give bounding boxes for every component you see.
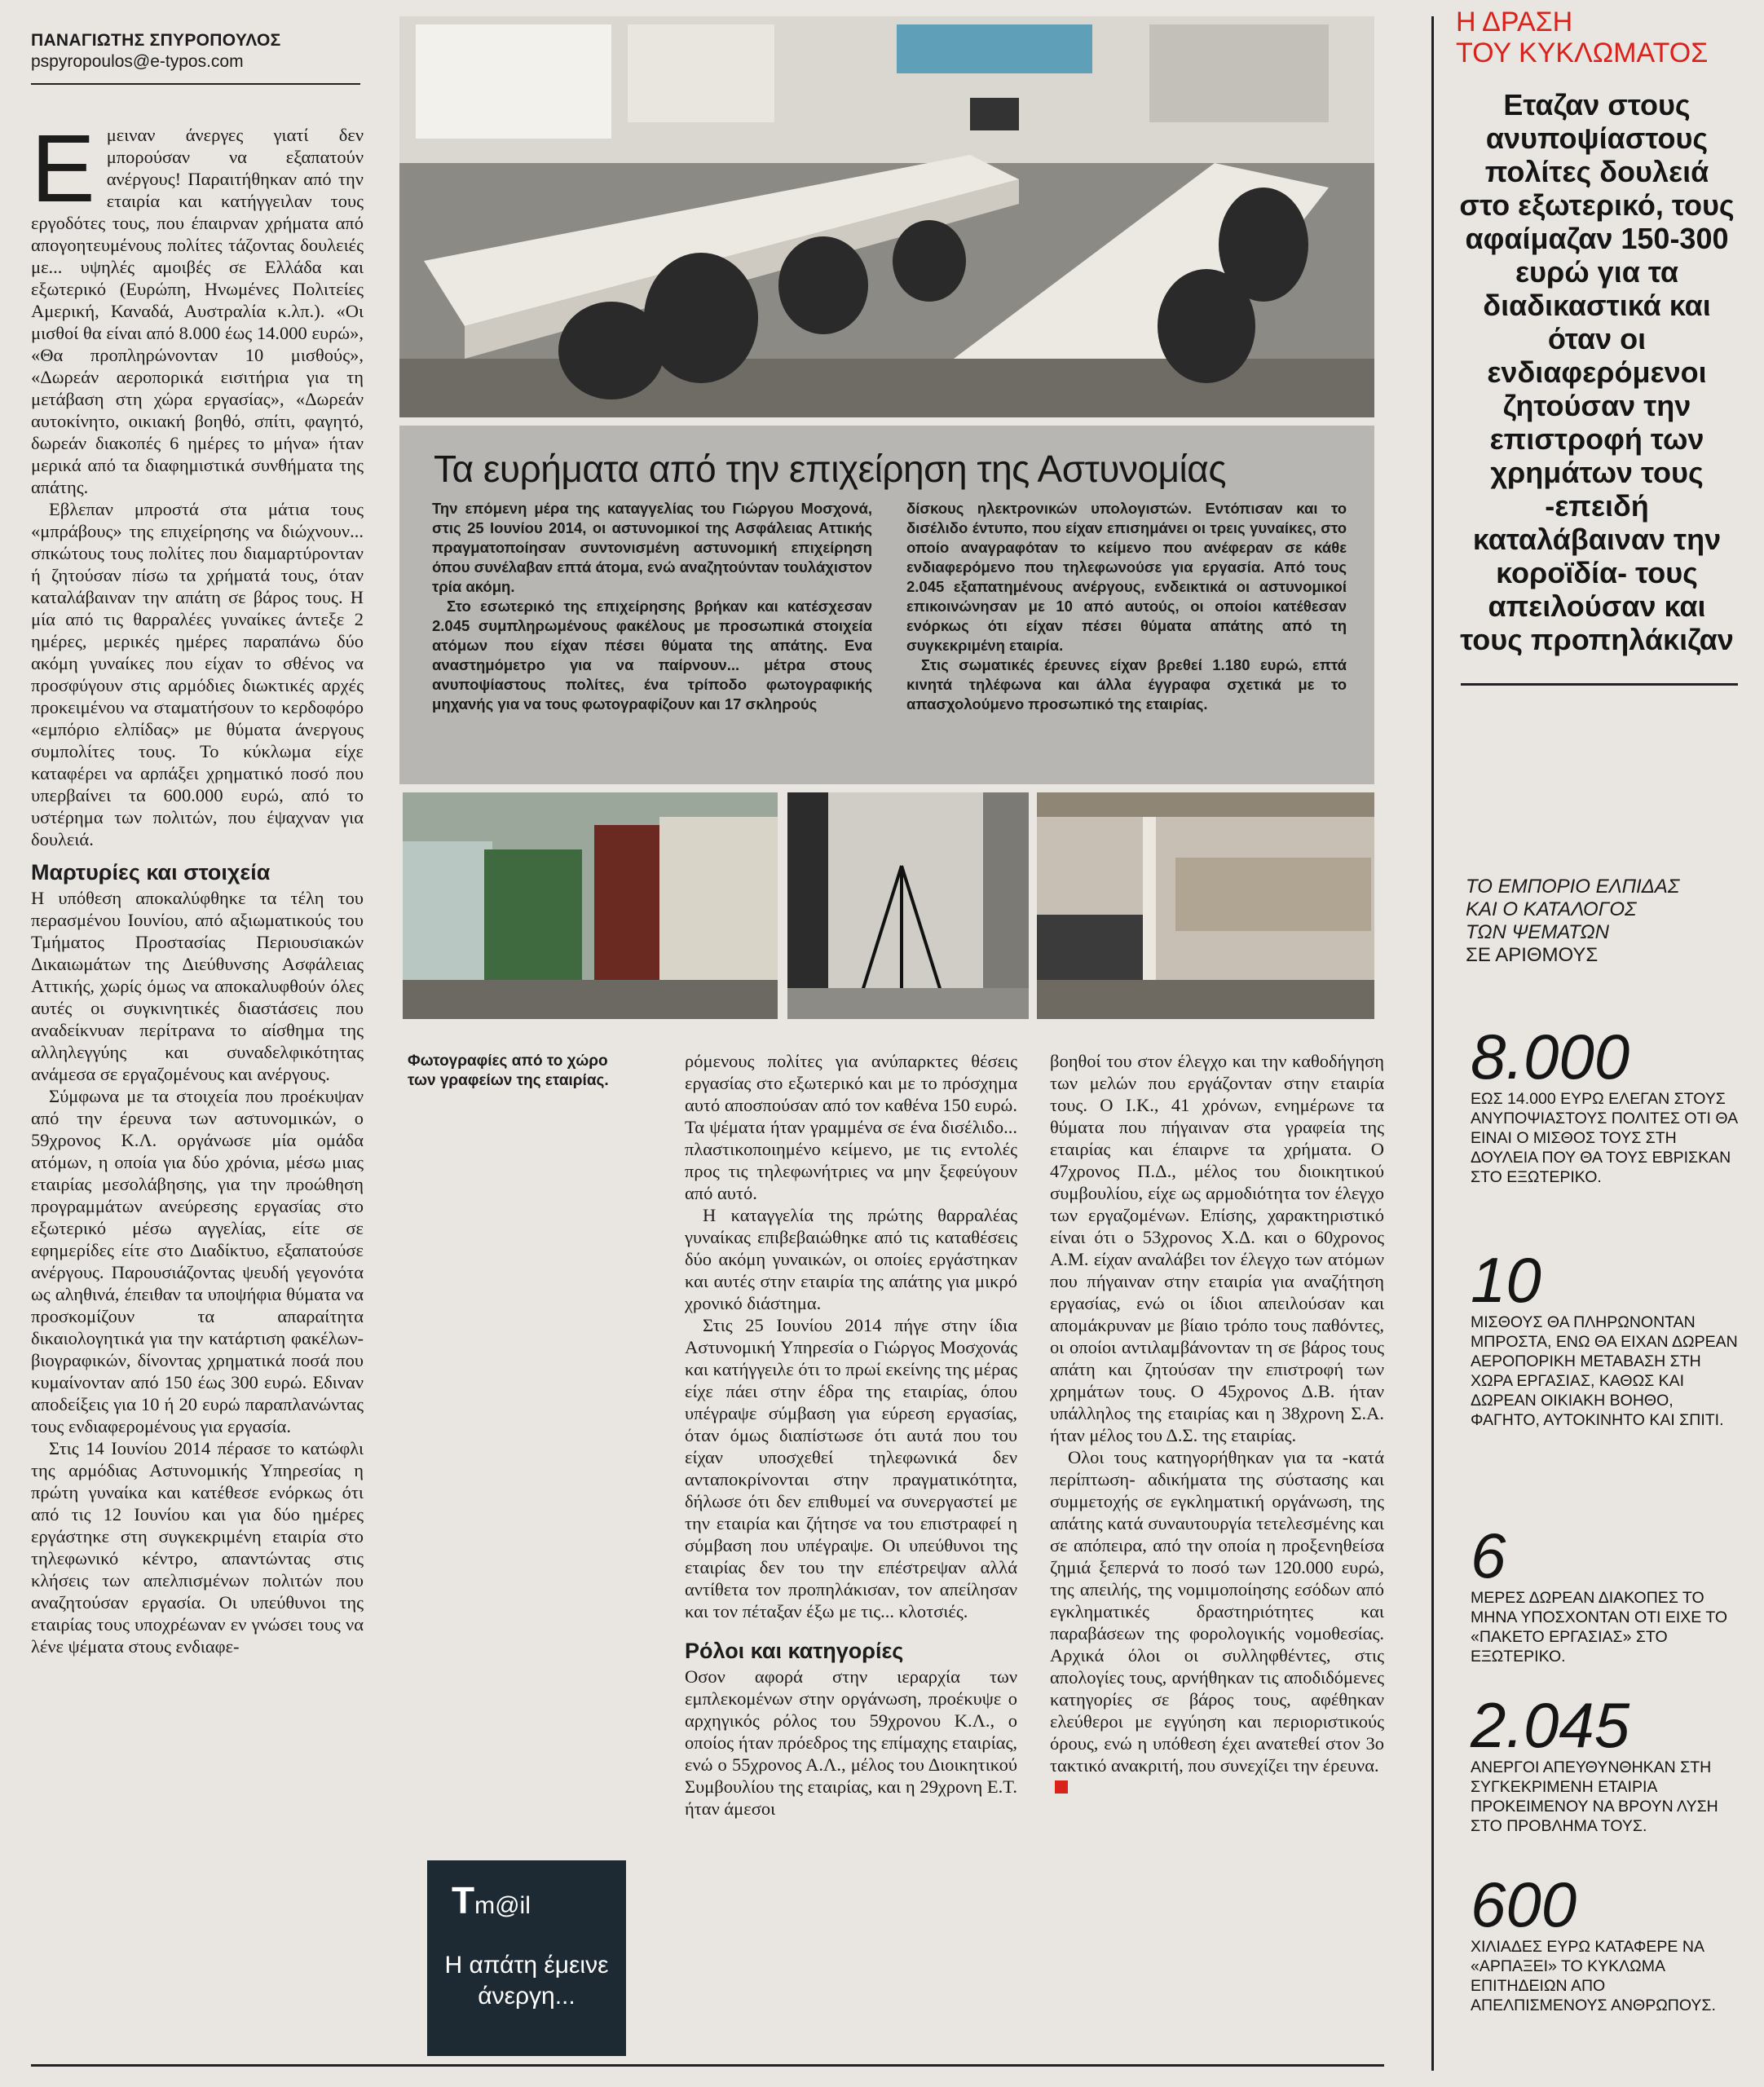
tmail-text: Η απάτη έμεινε άνεργη... <box>444 1952 609 2010</box>
sidebar-heading <box>1456 7 1741 68</box>
photo-caption: Φωτογραφίες από το χώρο των γραφείων της εταιρίας. <box>408 1052 609 1089</box>
numbers-heading-line: ΤΩΝ ΨΕΜΑΤΩΝ <box>1466 921 1609 943</box>
tmail-logo <box>452 1878 531 1922</box>
tmail-logo-letter: T <box>452 1879 475 1922</box>
article-column-1 <box>31 124 364 2032</box>
sidebar <box>1456 0 1741 2087</box>
sidebar-quote: Εταζαν στους ανυποψίαστους πολίτες δουλειά στο εξωτερικό, τους αφαίμαζαν 150-300 ευρώ για τα διαδικαστικά και όταν οι ενδιαφερόμενοι ζητούσαν την επιστροφή των χρημάτων τους -επειδή καταλάβαιναν την κοροϊδία- τους απειλούσαν και τους προπηλάκιζαν <box>1459 88 1735 656</box>
byline <box>31 31 360 85</box>
paragraph: Ολοι τους κατηγορήθηκαν για τα -κατά περίπτωση- αδικήματα της σύστασης και συμμετοχής σε εγκληματική οργάνωση, της απάτης κατά συναυτουργία τετελεσμένης και σε απόπειρα, από την οποία η προξενηθείσα ζημιά ξεπερνά το ποσό των 120.000 ευρώ, της απειλής, της νομιμοποίησης εσόδων από εγκληματικές δραστηριότητες και παραβάσεων της φορολογικής νομοθεσίας. Αρχικά όλοι οι συλληφθέντες, στις απολογίες τους, αρνήθηκαν τις αποδιδόμενες κατηγορίες σε βάρος τους, αφέθηκαν ελεύθεροι με εγγύηση και περιοριστικούς όρους, ενώ η υπόθεση έχει ανατεθεί στον 3ο τακτικό ανακριτή, που συνεχίζει την έρευνα. <box>1050 1447 1384 1776</box>
findings-box <box>399 426 1374 784</box>
office-photo-main <box>399 16 1374 417</box>
paragraph: Εβλεπαν μπροστά στα μάτια τους «μπράβους» της επιχείρησης να διώχνουν... σπκώτους τους πολίτες που διαμαρτύρονταν ή ζητούσαν πίσω τα χρήματά τους, όταν καταλάβαιναν την απάτη σε βάρος τους. Η μία από τις θαρραλέες γυναίκες άντεξε 2 ημέρες, μερικές ημέρες παραπάνω δύο ακόμη γυναίκες που είχαν το σθένος να προσφύγουν στις αρμόδιες διωκτικές αρχές προκειμένου να σταματήσουν το κερδοφόρο «εμπόριο ελπίδας» με θύματα άνεργους συμπολίτες τους. Το κύκλωμα είχε καταφέρει να αρπάξει χρηματικό ποσό που υπερβαίνει τα 600.000 ευρώ, από το υστέρημα των πολιτών, που έψαχναν για δουλειά. <box>31 499 364 849</box>
paragraph: Στις 14 Ιουνίου 2014 πέρασε το κατώφλι της αρμόδιας Αστυνομικής Υπηρεσίας η πρώτη γυναίκα και κατέθεσε ενόρκως ότι από τις 12 Ιουνίου και για δύο ημέρες εργάστηκε στη συγκεκριμένη εταιρία στο τηλεφωνικό κέντρο, απαντώντας στις κλήσεις των απελπισμένων πολιτών που αναζητούσαν εργασία. Οι υπεύθυνοι της εταιρίας τους υποχρέωναν εν γνώσει τους να λένε ψέματα στους ενδιαφε- <box>31 1438 364 1657</box>
office-interior-image <box>399 16 1374 417</box>
article-column-3 <box>1050 1050 1384 2045</box>
entrance-image <box>403 792 778 1019</box>
stat-text: ΜΙΣΘΟΥΣ ΘΑ ΠΛΗΡΩΝΟΝΤΑΝ ΜΠΡΟΣΤΑ, ΕΝΩ ΘΑ ΕΙΧΑΝ ΔΩΡΕΑΝ ΑΕΡΟΠΟΡΙΚΗ ΜΕΤΑΒΑΣΗ ΣΤΗ ΧΩΡΑ ΕΡΓΑΣΙΑΣ, ΚΑΘΩΣ ΚΑΙ ΔΩΡΕΑΝ ΟΙΚΙΑΚΗ ΒΟΗΘΟ, ΦΑΓΗΤΟ, ΑΥΤΟΚΙΝΗΤΟ ΚΑΙ ΣΠΙΤΙ. <box>1471 1313 1738 1429</box>
paragraph: ρόμενους πολίτες για ανύπαρκτες θέσεις εργασίας στο εξωτερικό και με το πρόσχημα αυτό αποσπούσαν από τον καθένα 150 ευρώ. Τα ψέματα ήταν γραμμένα σε ένα δισέλιδο... πλαστικοποιημένο κείμενο, με τις εντολές προς τις τηλεφωνήτριες να μην ξεφεύγουν από αυτό. <box>685 1051 1017 1203</box>
author-email: pspyropoulos@e-typos.com <box>31 52 244 71</box>
findings-paragraph: Στο εσωτερικό της επιχείρησης βρήκαν και κατέσχεσαν 2.045 συμπληρωμένους φακέλους με προσωπικά στοιχεία ατόμων που είχαν πέσει θύματα της απάτης. Ενα αναστημόμετρο για να παίρνουν... μέτρα στους ανυποψίαστους πολίτες, ένα τρίποδο φωτογραφικής μηχανής για να τους φωτογραφίζουν και 17 σκληρούς <box>432 598 872 713</box>
findings-paragraph: Στις σωματικές έρευνες είχαν βρεθεί 1.180 ευρώ, επτά κινητά τηλέφωνα και άλλα έγγραφα σχετικά με το απασχολούμενο προσωπικό της εταιρίας. <box>906 656 1347 713</box>
stat-number: 10 <box>1471 1244 1541 1316</box>
paragraph: Σύμφωνα με τα στοιχεία που προέκυψαν από την έρευνα των αστυνομικών, ο 59χρονος Κ.Λ. οργάνωσε μία ομάδα ατόμων, η οποία για δύο χρόνια, μέσω μιας εταιρίας μεσολάβησης, για την προώθηση προγραμμάτων ανεύρεσης εργασίας στο εξωτερικό μέσω αγγελίας, είτε σε εφημερίδες είτε στο Διαδίκτυο, εξαπατούσε ανέργους. Παρουσιάζοντας ψευδή γεγονότα ως αληθινά, έπειθαν τα υποψήφια θύματα να προσκομίζουν τα απαραίτητα δικαιολογητικά για την κατάρτιση φακέλων-βιογραφικών, δίνοντας χρηματικά ποσά που κυμαίνονταν από 150 έως 300 ευρώ. Εδιναν αποδείξεις για 10 ή 20 ευρώ παραπλανώντας τους ενδιαφερομένους για εργασία. <box>31 1086 364 1436</box>
end-mark <box>1055 1780 1068 1794</box>
room-image <box>1037 792 1374 1019</box>
numbers-heading-line: ΚΑΙ Ο ΚΑΤΑΛΟΓΟΣ <box>1466 898 1637 920</box>
sidebar-heading-line: Η ΔΡΑΣΗ <box>1456 7 1573 38</box>
tmail-logo-suffix: m@il <box>474 1892 531 1919</box>
paragraph: Οσον αφορά στην ιεραρχία των εμπλεκομένων στην οργάνωση, προέκυψε ο αρχηγικός ρόλος του 59χρονου Κ.Λ., ο οποίος ήταν πρόεδρος της επίμαχης εταιρίας, ενώ ο 55χρονος Α.Λ., μέλος του Διοικητικού Συμβουλίου της εταιρίας, και η 29χρονη Ε.Τ. ήταν άμεσοι <box>685 1666 1017 1819</box>
drop-cap: Ε <box>31 124 95 223</box>
tripod-image <box>787 792 1029 1019</box>
numbers-heading <box>1466 876 1735 967</box>
author-name: ΠΑΝΑΓΙΩΤΗΣ ΣΠΥΡΟΠΟΥΛΟΣ <box>31 31 281 50</box>
numbers-heading-line: ΤΟ ΕΜΠΟΡΙΟ ΕΛΠΙΔΑΣ <box>1466 876 1680 898</box>
sidebar-heading-line: ΤΟΥ ΚΥΚΛΩΜΑΤΟΣ <box>1456 38 1709 68</box>
stat-number: 8.000 <box>1471 1021 1630 1092</box>
paragraph: βοηθοί του στον έλεγχο και την καθοδήγηση των μελών που εργάζονταν στην εταιρία τους. Ο Ι.Κ., 41 χρόνων, ενημέρωνε τα θύματα που πήγαιναν στα γραφεία της εταιρίας και έπαιρνε τα χρήματα. Ο 47χρονος Π.Δ., μέλος του διοικητικού συμβουλίου, είχε ως αρμοδιότητα τον έλεγχο των εργαζομένων. Επίσης, χαρακτηριστικό είναι ότι ο 53χρονος Χ.Δ. και ο 60χρονος Α.Μ. είχαν αναλάβει τον έλεγχο των ατόμων που πήγαιναν στην εταιρία για αναζήτηση εργασίας, ενώ οι ίδιοι απειλούσαν και απομάκρυναν με βίαιο τρόπο τους παθόντες, οι οποίοι αντιλαμβάνονταν τη σε βάρος τους απάτη και ζητούσαν την επιστροφή των χρημάτων τους. Ο 45χρονος Δ.Β. ήταν υπάλληλος της εταιρίας και η 38χρονη Σ.Α. ήταν μέλος του Δ.Σ. της εταιρίας. <box>1050 1051 1384 1445</box>
article-column-2 <box>685 1050 1017 2045</box>
stat-item <box>1471 1689 1740 1836</box>
stat-text: ΑΝΕΡΓΟΙ ΑΠΕΥΘΥΝΘΗΚΑΝ ΣΤΗ ΣΥΓΚΕΚΡΙΜΕΝΗ ΕΤΑΙΡΙΑ ΠΡΟΚΕΙΜΕΝΟΥ ΝΑ ΒΡΟΥΝ ΛΥΣΗ ΣΤΟ ΠΡΟΒΛΗΜΑ ΤΟΥΣ. <box>1471 1758 1718 1835</box>
subhead-testimonies: Μαρτυρίες και στοιχεία <box>31 860 271 885</box>
paragraph: μειναν άνεργες γιατί δεν μπορούσαν να εξαπατούν ανέργους! Παραιτήθηκαν από την εταιρία και κατήγγειλαν τους εργοδότες τους, που έπαιρναν χρήματα από απογοητευμένους πολίτες τάζοντας δουλειές με... υψηλές αμοιβές σε Ελλάδα και εξωτερικό (Ευρώπη, Ηνωμένες Πολιτείες Αμερική, Καναδά, Αυστραλία κ.λπ.). «Οι μισθοί θα είναι από 8.000 έως 14.000 ευρώ», «Θα προπληρώνονταν 10 μισθούς», «Δωρεάν αεροπορικά εισιτήρια για τη μετάβαση στη χώρα εργασίας», «Δωρεάν αυτοκίνητο, οικιακή βοηθό, σπίτι, φαγητό, δωρεάν διακοπές 6 ημέρες το μήνα» ήταν μερικά από τα διαφημιστικά συνθήματα της απάτης. <box>31 125 364 497</box>
column-divider <box>1431 16 1434 2071</box>
office-photo-entrance <box>403 792 778 1019</box>
findings-paragraph: δίσκους ηλεκτρονικών υπολογιστών. Εντόπισαν και το δισέλιδο έντυπο, που είχαν επισημάνει οι τρεις γυναίκες, στο οποίο αναγραφόταν το κείμενο που ανέφεραν σε κάθε ενδιαφερόμενο που τηλεφωνούσε για εργασία. Από τους 2.045 εξαπατημένους ανέργους, ενδεικτικά οι αστυνομικοί επικοινώνησαν με 10 από αυτούς, οι οποίοι κατέθεσαν ενόρκως ότι είχαν πέσει θύματα απάτης από τη συγκεκριμένη εταιρία. <box>906 500 1347 654</box>
stat-text: ΧΙΛΙΑΔΕΣ ΕΥΡΩ ΚΑΤΑΦΕΡΕ ΝΑ «ΑΡΠΑΞΕΙ» ΤΟ ΚΥΚΛΩΜΑ ΕΠΙΤΗΔΕΙΩΝ ΑΠΟ ΑΠΕΛΠΙΣΜΕΝΟΥΣ ΑΝΘΡΩΠΟΥΣ. <box>1471 1938 1716 2014</box>
stat-item <box>1471 1244 1740 1430</box>
office-photo-room <box>1037 792 1374 1019</box>
findings-title: Τα ευρήματα από την επιχείρηση της Αστυνομίας <box>434 448 1227 490</box>
stat-item <box>1471 1021 1740 1187</box>
findings-column-1 <box>432 499 872 776</box>
tmail-box <box>427 1860 626 2056</box>
paragraph: Στις 25 Ιουνίου 2014 πήγε στην ίδια Αστυνομική Υπηρεσία ο Γιώργος Μοσχονάς και κατήγγειλε ότι το πρωί εκείνης της μέρας είχε πάει στην έδρα της εταιρίας, όπου υπέγραψε σύμβαση για εύρεση εργασίας, όταν όμως διαπίστωσε ότι αυτά που του είχαν υποσχεθεί τηλεφωνικά δεν ανταποκρίνονται στην πραγματικότητα, δήλωσε ότι δεν επιθυμεί να συνεργαστεί με την εταιρία και ζήτησε να του επιστραφεί η σύμβαση που υπέγραψε. Οι υπεύθυνοι της εταιρίας δεν του την επέστρεψαν αλλά αντίθετα τον προπηλάκισαν, τον απείλησαν και τον πέταξαν έξω με τις... κλοτσιές. <box>685 1315 1017 1622</box>
stat-number: 2.045 <box>1471 1689 1630 1761</box>
stat-number: 6 <box>1471 1520 1506 1591</box>
sidebar-rule <box>1461 683 1738 686</box>
paragraph: Η καταγγελία της πρώτης θαρραλέας γυναίκας επιβεβαιώθηκε από τις καταθέσεις δύο ακόμη γυναικών, οι οποίες εργάστηκαν και αυτές στην εταιρία της απάτης για μικρό χρονικό διάστημα. <box>685 1205 1017 1313</box>
paragraph: Η υπόθεση αποκαλύφθηκε τα τέλη του περασμένου Ιουνίου, από αξιωματικούς του Τμήματος Προστασίας Περιουσιακών Δικαιωμάτων της Διεύθυνσης Ασφάλειας Αττικής, χωρίς όμως να αποκαλυφθούν όλες αυτές οι συγκινητικές διαστάσεις που αναδείκνυαν περίτρανα το αίσθημα της αλληλεγγύης και συναδελφικότητας ανάμεσα σε εργαζομένους και ανέργους. <box>31 888 364 1084</box>
byline-rule <box>31 83 360 85</box>
stat-item <box>1471 1869 1740 2015</box>
findings-paragraph: Την επόμενη μέρα της καταγγελίας του Γιώργου Μοσχονά, στις 25 Ιουνίου 2014, οι αστυνομικοί της Ασφάλειας Αττικής πραγματοποίησαν συντονισμένη αστυνομική επιχείρηση όπου συνέλαβαν επτά άτομα, ενώ αναζητούνταν τουλάχιστον τρία ακόμη. <box>432 500 872 595</box>
stat-number: 600 <box>1471 1869 1577 1940</box>
office-photo-tripod <box>787 792 1029 1019</box>
subhead-roles: Ρόλοι και κατηγορίες <box>685 1639 904 1663</box>
stat-item <box>1471 1520 1740 1666</box>
findings-column-2 <box>906 499 1347 776</box>
numbers-heading-line: ΣΕ ΑΡΙΘΜΟΥΣ <box>1466 944 1599 966</box>
stat-text: ΜΕΡΕΣ ΔΩΡΕΑΝ ΔΙΑΚΟΠΕΣ ΤΟ ΜΗΝΑ ΥΠΟΣΧΟΝΤΑΝ ΟΤΙ ΕΙΧΕ ΤΟ «ΠΑΚΕΤΟ ΕΡΓΑΣΙΑΣ» ΣΤΟ ΕΞΩΤΕΡΙΚΟ. <box>1471 1589 1728 1666</box>
bottom-rule <box>31 2064 1384 2067</box>
stat-text: ΕΩΣ 14.000 ΕΥΡΩ ΕΛΕΓΑΝ ΣΤΟΥΣ ΑΝΥΠΟΨΙΑΣΤΟΥΣ ΠΟΛΙΤΕΣ ΟΤΙ ΘΑ ΕΙΝΑΙ Ο ΜΙΣΘΟΣ ΤΟΥΣ ΣΤΗ ΔΟΥΛΕΙΑ ΠΟΥ ΘΑ ΤΟΥΣ ΕΒΡΙΣΚΑΝ ΣΤΟ ΕΞΩΤΕΡΙΚΟ. <box>1471 1090 1738 1186</box>
